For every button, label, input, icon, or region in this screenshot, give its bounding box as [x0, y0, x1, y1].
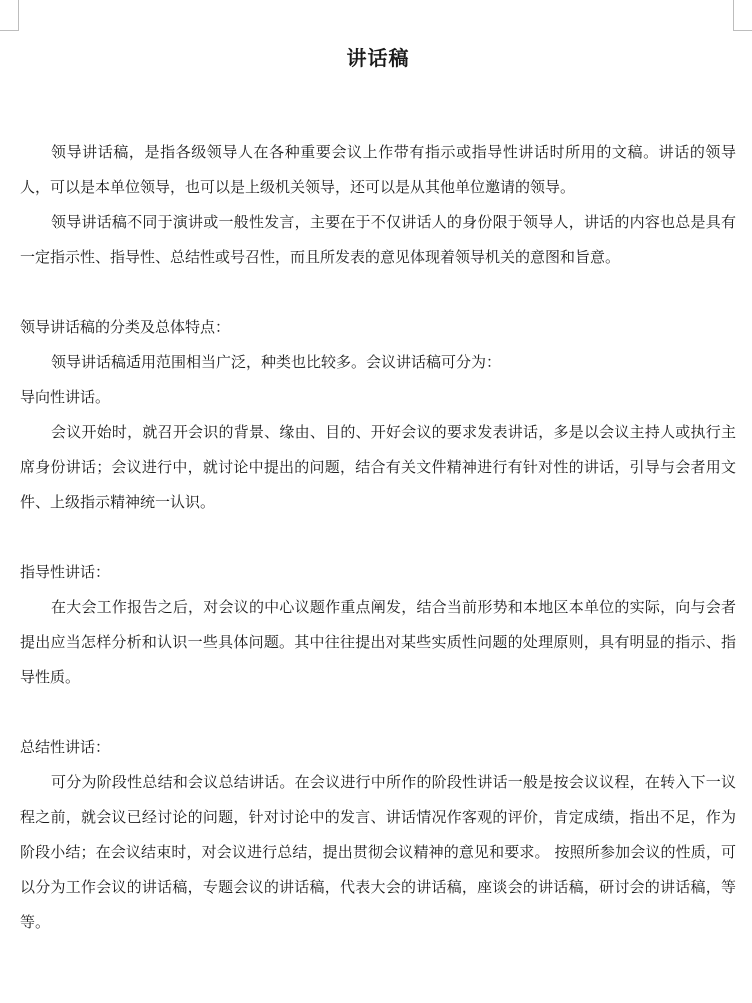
spacer: [20, 275, 736, 310]
document-title: 讲话稿: [346, 46, 410, 70]
section-body-guiding-direction: 会议开始时，就召开会识的背景、缘由、目的、开好会议的要求发表讲话，多是以会议主持人或执行主席身份讲话；会议进行中，就讨论中提出的问题，结合有关文件精神进行有针对性的讲话，引导与会者用文件、上级指示精神统一认识。: [20, 423, 736, 511]
intro-paragraph-1: 领导讲话稿，是指各级领导人在各种重要会议上作带有指示或指导性讲话时所用的文稿。讲话的领导人，可以是本单位领导，也可以是上级机关领导，还可以是从其他单位邀请的领导。: [20, 143, 736, 196]
section-body-instructive: 在大会工作报告之后，对会议的中心议题作重点阐发，结合当前形势和本地区本单位的实际，向与会者提出应当怎样分析和认识一些具体问题。其中往往提出对某些实质性问题的处理原则，具有明显的指示、指导性质。: [20, 598, 736, 686]
page-corner-mark-right: [733, 0, 752, 31]
spacer: [20, 695, 736, 730]
spacer: [20, 78, 736, 135]
classification-heading: 领导讲话稿的分类及总体特点：: [20, 318, 231, 336]
section-body-summary: 可分为阶段性总结和会议总结讲话。在会议进行中所作的阶段性讲话一般是按会议议程，在转入下一议程之前，就会议已经讨论的问题，针对讨论中的发言、讲话情况作客观的评价，肯定成绩，指出不足，作为阶段小结；在会议结束时，对会议进行总结，提出贯彻会议精神的意见和要求。 按照所参加会议的性质，可以分为工作会议的讲话稿，专题会议的讲话稿，代表大会的讲话稿，座谈会的讲话稿，研讨会的讲话稿，等等。: [20, 773, 736, 931]
spacer: [20, 520, 736, 555]
section-heading-instructive: 指导性讲话：: [20, 563, 111, 581]
classification-lead: 领导讲话稿适用范围相当广泛，种类也比较多。会议讲话稿可分为：: [51, 353, 502, 371]
intro-paragraph-2: 领导讲话稿不同于演讲或一般性发言，主要在于不仅讲话人的身份限于领导人，讲话的内容也总是具有一定指示性、指导性、总结性或号召性，而且所发表的意见体现着领导机关的意图和旨意。: [20, 213, 736, 266]
page-corner-mark-left: [0, 0, 19, 31]
section-heading-summary: 总结性讲话：: [20, 738, 111, 756]
section-heading-guiding-direction: 导向性讲话。: [20, 388, 111, 406]
document-page: [20, 38, 736, 940]
